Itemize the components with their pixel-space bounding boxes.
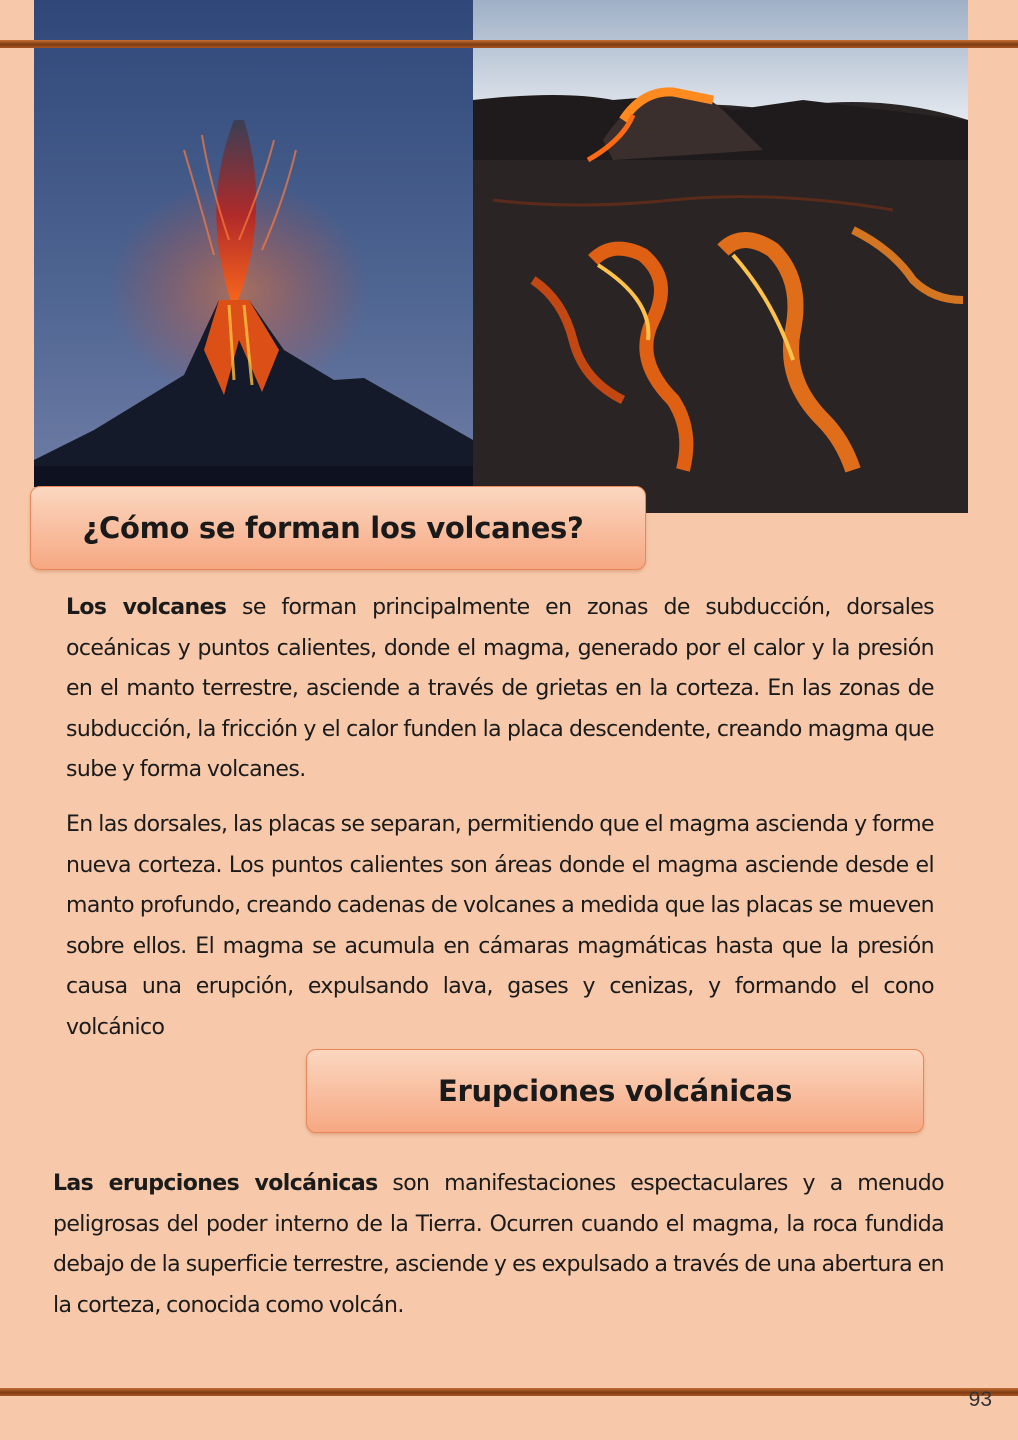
heading-volcano-formation-box <box>30 486 646 570</box>
paragraph-dorsals-hotspots: En las dorsales, las placas se separan, permitiendo que el magma ascienda y forme nueva corteza. Los puntos calientes son áreas donde el magma asciende desde el manto profundo, creando cadenas de volcanes a medida que las placas se mueven sobre ellos. El magma se acumula en cámaras magmáticas hasta que la presión causa una erupción, expulsando lava, gases y cenizas, y formando el cono volcánico <box>66 812 934 1040</box>
bottom-divider <box>0 1388 1018 1396</box>
paragraph-3-bold-lead: Las erupciones volcánicas <box>53 1171 378 1196</box>
heading-volcano-formation: ¿Cómo se forman los volcanes? <box>82 511 584 545</box>
paragraph-1-bold-lead: Los volcanes <box>66 595 227 620</box>
paragraph-eruptions <box>53 1164 944 1326</box>
paragraph-volcano-formation <box>66 588 934 791</box>
top-divider <box>0 40 1018 48</box>
page-number: 93 <box>968 1388 992 1411</box>
lava-flow-photo <box>473 0 968 513</box>
paragraph-1-text: se forman principalmente en zonas de subducción, dorsales oceánicas y puntos calientes, donde el magma, generado por el calor y la presión en el manto terrestre, asciende a través de grietas en la corteza. En las zonas de subducción, la fricción y el calor funden la placa descendente, creando magma que sube y forma volcanes. <box>66 595 935 782</box>
erupting-volcano-photo <box>34 0 473 487</box>
paragraph-3-text: son manifestaciones espectaculares y a menudo peligrosas del poder interno de la Tierra. Ocurren cuando el magma, la roca fundida debajo de la superficie terrestre, asciende y es expulsado a través de una abertura en la corteza, conocida como volcán. <box>53 1171 944 1318</box>
heading-eruptions-box <box>306 1049 924 1133</box>
heading-eruptions: Erupciones volcánicas <box>437 1074 793 1108</box>
